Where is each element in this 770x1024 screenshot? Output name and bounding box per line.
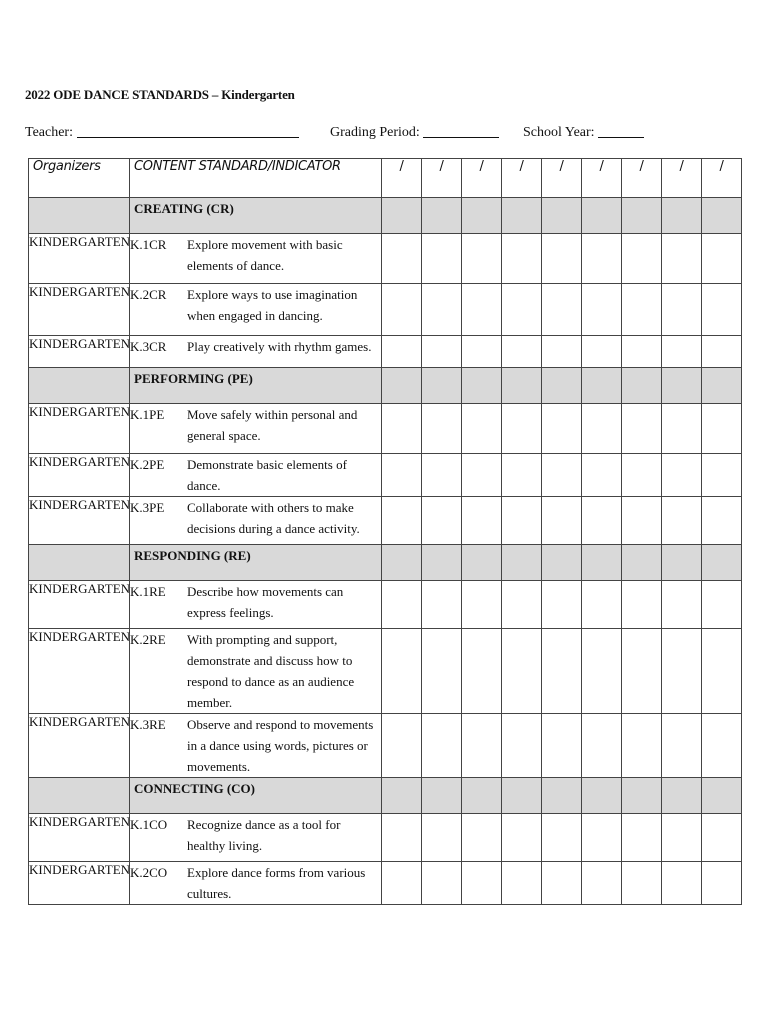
assessment-check-cell[interactable] — [382, 629, 422, 714]
standards-table — [28, 158, 742, 905]
assessment-check-cell[interactable] — [582, 404, 622, 454]
assessment-check-cell[interactable] — [662, 862, 702, 905]
standard-description: Demonstrate basic elements of dance. — [187, 457, 347, 493]
section-check-cell — [542, 778, 582, 814]
assessment-check-cell[interactable] — [622, 814, 662, 862]
organizer-cell: KINDERGARTEN — [29, 234, 130, 284]
organizer-cell: KINDERGARTEN — [29, 497, 130, 545]
standard-cell — [130, 336, 382, 368]
assessment-check-cell[interactable] — [542, 234, 582, 284]
assessment-check-cell[interactable] — [702, 497, 742, 545]
section-check-cell — [662, 368, 702, 404]
assessment-check-cell[interactable] — [462, 234, 502, 284]
school-year-blank-line[interactable] — [598, 123, 644, 138]
teacher-field[interactable] — [25, 123, 299, 141]
standard-description: Observe and respond to movements in a dance using words, pictures or movements. — [187, 717, 374, 774]
organizer-cell: KINDERGARTEN — [29, 862, 130, 905]
assessment-check-cell[interactable] — [542, 714, 582, 778]
section-check-cell — [662, 198, 702, 234]
table-header-row — [29, 159, 742, 198]
table-row — [29, 454, 742, 497]
assessment-check-cell[interactable] — [582, 336, 622, 368]
standard-cell — [130, 581, 382, 629]
assessment-check-cell[interactable] — [662, 714, 702, 778]
section-check-cell — [542, 368, 582, 404]
section-header-row — [29, 198, 742, 234]
organizer-cell: KINDERGARTEN — [29, 284, 130, 336]
standard-cell — [130, 629, 382, 714]
table-row — [29, 629, 742, 714]
date-column-header[interactable]: / — [502, 159, 542, 198]
assessment-check-cell[interactable] — [462, 336, 502, 368]
standard-description: Collaborate with others to make decisions during a dance activity. — [187, 500, 360, 536]
assessment-check-cell[interactable] — [542, 336, 582, 368]
assessment-check-cell[interactable] — [502, 404, 542, 454]
assessment-check-cell[interactable] — [422, 234, 462, 284]
assessment-check-cell[interactable] — [622, 454, 662, 497]
table-row — [29, 714, 742, 778]
assessment-check-cell[interactable] — [622, 497, 662, 545]
assessment-check-cell[interactable] — [502, 336, 542, 368]
assessment-check-cell[interactable] — [422, 581, 462, 629]
assessment-check-cell[interactable] — [622, 862, 662, 905]
section-check-cell — [502, 198, 542, 234]
section-check-cell — [622, 368, 662, 404]
assessment-check-cell[interactable] — [422, 404, 462, 454]
assessment-check-cell[interactable] — [462, 581, 502, 629]
section-check-cell — [702, 778, 742, 814]
teacher-blank-line[interactable] — [77, 123, 299, 138]
section-organizer-cell — [29, 368, 130, 404]
date-column-header[interactable]: / — [582, 159, 622, 198]
standard-cell — [130, 862, 382, 905]
section-check-cell — [582, 368, 622, 404]
section-title: RESPONDING (RE) — [130, 545, 382, 581]
organizer-cell: KINDERGARTEN — [29, 404, 130, 454]
assessment-check-cell[interactable] — [502, 284, 542, 336]
standard-cell — [130, 497, 382, 545]
standard-cell — [130, 454, 382, 497]
standard-cell — [130, 714, 382, 778]
section-check-cell — [462, 368, 502, 404]
standard-code: K.1CO — [130, 817, 168, 832]
assessment-check-cell[interactable] — [422, 814, 462, 862]
assessment-check-cell[interactable] — [582, 714, 622, 778]
standard-description: Play creatively with rhythm games. — [187, 339, 372, 354]
table-row — [29, 862, 742, 905]
assessment-check-cell[interactable] — [542, 581, 582, 629]
assessment-check-cell[interactable] — [662, 497, 702, 545]
section-title: CREATING (CR) — [130, 198, 382, 234]
section-organizer-cell — [29, 778, 130, 814]
standard-code: K.2CR — [130, 287, 167, 302]
assessment-check-cell[interactable] — [662, 581, 702, 629]
section-check-cell — [502, 778, 542, 814]
standard-code: K.2CO — [130, 865, 168, 880]
assessment-check-cell[interactable] — [542, 814, 582, 862]
section-check-cell — [622, 198, 662, 234]
assessment-check-cell[interactable] — [422, 862, 462, 905]
content-standard-header: CONTENT STANDARD/INDICATOR — [130, 159, 382, 198]
section-check-cell — [702, 198, 742, 234]
section-check-cell — [662, 778, 702, 814]
assessment-check-cell[interactable] — [542, 862, 582, 905]
standard-cell — [130, 284, 382, 336]
date-column-header[interactable]: / — [462, 159, 502, 198]
section-check-cell — [582, 778, 622, 814]
assessment-check-cell[interactable] — [462, 862, 502, 905]
assessment-check-cell[interactable] — [622, 336, 662, 368]
assessment-check-cell[interactable] — [622, 629, 662, 714]
assessment-check-cell[interactable] — [382, 454, 422, 497]
section-check-cell — [542, 198, 582, 234]
assessment-check-cell[interactable] — [462, 454, 502, 497]
organizer-cell: KINDERGARTEN — [29, 336, 130, 368]
section-organizer-cell — [29, 545, 130, 581]
header-fields — [25, 123, 745, 145]
section-check-cell — [622, 778, 662, 814]
section-check-cell — [382, 545, 422, 581]
assessment-check-cell[interactable] — [542, 454, 582, 497]
table-row — [29, 497, 742, 545]
section-check-cell — [422, 545, 462, 581]
school-year-field[interactable] — [523, 123, 644, 141]
assessment-check-cell[interactable] — [662, 234, 702, 284]
standard-code: K.3CR — [130, 339, 167, 354]
assessment-check-cell[interactable] — [542, 497, 582, 545]
assessment-check-cell[interactable] — [622, 234, 662, 284]
section-check-cell — [622, 545, 662, 581]
assessment-check-cell[interactable] — [702, 814, 742, 862]
assessment-check-cell[interactable] — [662, 404, 702, 454]
assessment-check-cell[interactable] — [542, 404, 582, 454]
standard-description: Describe how movements can express feelings. — [187, 584, 344, 620]
assessment-check-cell[interactable] — [462, 284, 502, 336]
assessment-check-cell[interactable] — [702, 714, 742, 778]
assessment-check-cell[interactable] — [662, 336, 702, 368]
assessment-check-cell[interactable] — [382, 581, 422, 629]
assessment-check-cell[interactable] — [582, 497, 622, 545]
date-column-header[interactable]: / — [382, 159, 422, 198]
document-title: 2022 ODE DANCE STANDARDS – Kindergarten — [25, 87, 295, 102]
standard-code: K.3PE — [130, 500, 165, 515]
section-check-cell — [542, 545, 582, 581]
assessment-check-cell[interactable] — [382, 404, 422, 454]
grading-period-blank-line[interactable] — [423, 123, 499, 138]
teacher-label: Teacher: — [25, 125, 73, 140]
assessment-check-cell[interactable] — [702, 862, 742, 905]
section-check-cell — [582, 545, 622, 581]
standard-cell — [130, 404, 382, 454]
assessment-check-cell[interactable] — [702, 454, 742, 497]
assessment-check-cell[interactable] — [502, 497, 542, 545]
organizers-header: Organizers — [29, 159, 130, 198]
standard-code: K.3RE — [130, 717, 166, 732]
assessment-check-cell[interactable] — [702, 581, 742, 629]
grading-period-label: Grading Period: — [330, 125, 420, 140]
section-header-row — [29, 545, 742, 581]
table-row — [29, 284, 742, 336]
assessment-check-cell[interactable] — [422, 497, 462, 545]
assessment-check-cell[interactable] — [502, 714, 542, 778]
assessment-check-cell[interactable] — [622, 404, 662, 454]
standard-description: Explore dance forms from various cultures. — [187, 865, 366, 901]
section-check-cell — [462, 545, 502, 581]
section-header-row — [29, 778, 742, 814]
assessment-check-cell[interactable] — [502, 581, 542, 629]
date-column-header[interactable]: / — [542, 159, 582, 198]
standard-description: Move safely within personal and general space. — [187, 407, 358, 443]
assessment-check-cell[interactable] — [422, 454, 462, 497]
standard-description: With prompting and support, demonstrate and discuss how to respond to dance as an audience member. — [187, 632, 355, 710]
assessment-check-cell[interactable] — [662, 454, 702, 497]
assessment-check-cell[interactable] — [382, 234, 422, 284]
organizer-cell: KINDERGARTEN — [29, 814, 130, 862]
table-row — [29, 404, 742, 454]
standard-cell — [130, 814, 382, 862]
assessment-check-cell[interactable] — [582, 454, 622, 497]
assessment-check-cell[interactable] — [582, 629, 622, 714]
section-check-cell — [422, 368, 462, 404]
assessment-check-cell[interactable] — [502, 814, 542, 862]
assessment-check-cell[interactable] — [662, 814, 702, 862]
table-row — [29, 336, 742, 368]
organizer-cell: KINDERGARTEN — [29, 581, 130, 629]
organizer-cell: KINDERGARTEN — [29, 714, 130, 778]
section-check-cell — [702, 545, 742, 581]
assessment-check-cell[interactable] — [422, 714, 462, 778]
organizer-cell: KINDERGARTEN — [29, 454, 130, 497]
section-check-cell — [422, 778, 462, 814]
assessment-check-cell[interactable] — [622, 284, 662, 336]
grading-period-field[interactable] — [330, 123, 499, 141]
assessment-check-cell[interactable] — [462, 714, 502, 778]
standard-description: Explore movement with basic elements of dance. — [187, 237, 343, 273]
assessment-check-cell[interactable] — [702, 284, 742, 336]
date-column-header[interactable]: / — [422, 159, 462, 198]
standard-code: K.2PE — [130, 457, 165, 472]
date-column-header[interactable]: / — [622, 159, 662, 198]
assessment-check-cell[interactable] — [542, 629, 582, 714]
school-year-label: School Year: — [523, 125, 595, 140]
standard-code: K.2RE — [130, 632, 166, 647]
assessment-check-cell[interactable] — [502, 862, 542, 905]
section-organizer-cell — [29, 198, 130, 234]
standard-code: K.1PE — [130, 407, 165, 422]
assessment-check-cell[interactable] — [422, 629, 462, 714]
section-check-cell — [462, 778, 502, 814]
section-check-cell — [382, 368, 422, 404]
standard-description: Recognize dance as a tool for healthy living. — [187, 817, 341, 853]
standard-cell — [130, 234, 382, 284]
assessment-check-cell[interactable] — [502, 234, 542, 284]
assessment-check-cell[interactable] — [502, 629, 542, 714]
assessment-check-cell[interactable] — [582, 234, 622, 284]
assessment-check-cell[interactable] — [622, 714, 662, 778]
standard-description: Explore ways to use imagination when engaged in dancing. — [187, 287, 358, 323]
section-check-cell — [382, 198, 422, 234]
section-check-cell — [462, 198, 502, 234]
standard-code: K.1RE — [130, 584, 166, 599]
assessment-check-cell[interactable] — [702, 629, 742, 714]
section-check-cell — [502, 545, 542, 581]
section-title: CONNECTING (CO) — [130, 778, 382, 814]
assessment-check-cell[interactable] — [382, 497, 422, 545]
section-check-cell — [502, 368, 542, 404]
assessment-check-cell[interactable] — [702, 404, 742, 454]
assessment-check-cell[interactable] — [382, 336, 422, 368]
assessment-check-cell[interactable] — [582, 581, 622, 629]
table-row — [29, 814, 742, 862]
assessment-check-cell[interactable] — [462, 404, 502, 454]
assessment-check-cell[interactable] — [462, 497, 502, 545]
section-title: PERFORMING (PE) — [130, 368, 382, 404]
assessment-check-cell[interactable] — [582, 284, 622, 336]
assessment-check-cell[interactable] — [582, 814, 622, 862]
table-row — [29, 234, 742, 284]
assessment-check-cell[interactable] — [422, 336, 462, 368]
assessment-check-cell[interactable] — [422, 284, 462, 336]
assessment-check-cell[interactable] — [462, 814, 502, 862]
section-check-cell — [582, 198, 622, 234]
assessment-check-cell[interactable] — [662, 629, 702, 714]
assessment-check-cell[interactable] — [702, 234, 742, 284]
section-check-cell — [382, 778, 422, 814]
date-column-header[interactable]: / — [702, 159, 742, 198]
section-check-cell — [422, 198, 462, 234]
assessment-check-cell[interactable] — [542, 284, 582, 336]
assessment-check-cell[interactable] — [502, 454, 542, 497]
assessment-check-cell[interactable] — [582, 862, 622, 905]
date-column-header[interactable]: / — [662, 159, 702, 198]
organizer-cell: KINDERGARTEN — [29, 629, 130, 714]
assessment-check-cell[interactable] — [382, 714, 422, 778]
table-row — [29, 581, 742, 629]
section-check-cell — [702, 368, 742, 404]
section-check-cell — [662, 545, 702, 581]
assessment-check-cell[interactable] — [662, 284, 702, 336]
assessment-check-cell[interactable] — [382, 284, 422, 336]
assessment-check-cell[interactable] — [702, 336, 742, 368]
standard-code: K.1CR — [130, 237, 167, 252]
assessment-check-cell[interactable] — [622, 581, 662, 629]
assessment-check-cell[interactable] — [462, 629, 502, 714]
section-header-row — [29, 368, 742, 404]
assessment-check-cell[interactable] — [382, 862, 422, 905]
assessment-check-cell[interactable] — [382, 814, 422, 862]
